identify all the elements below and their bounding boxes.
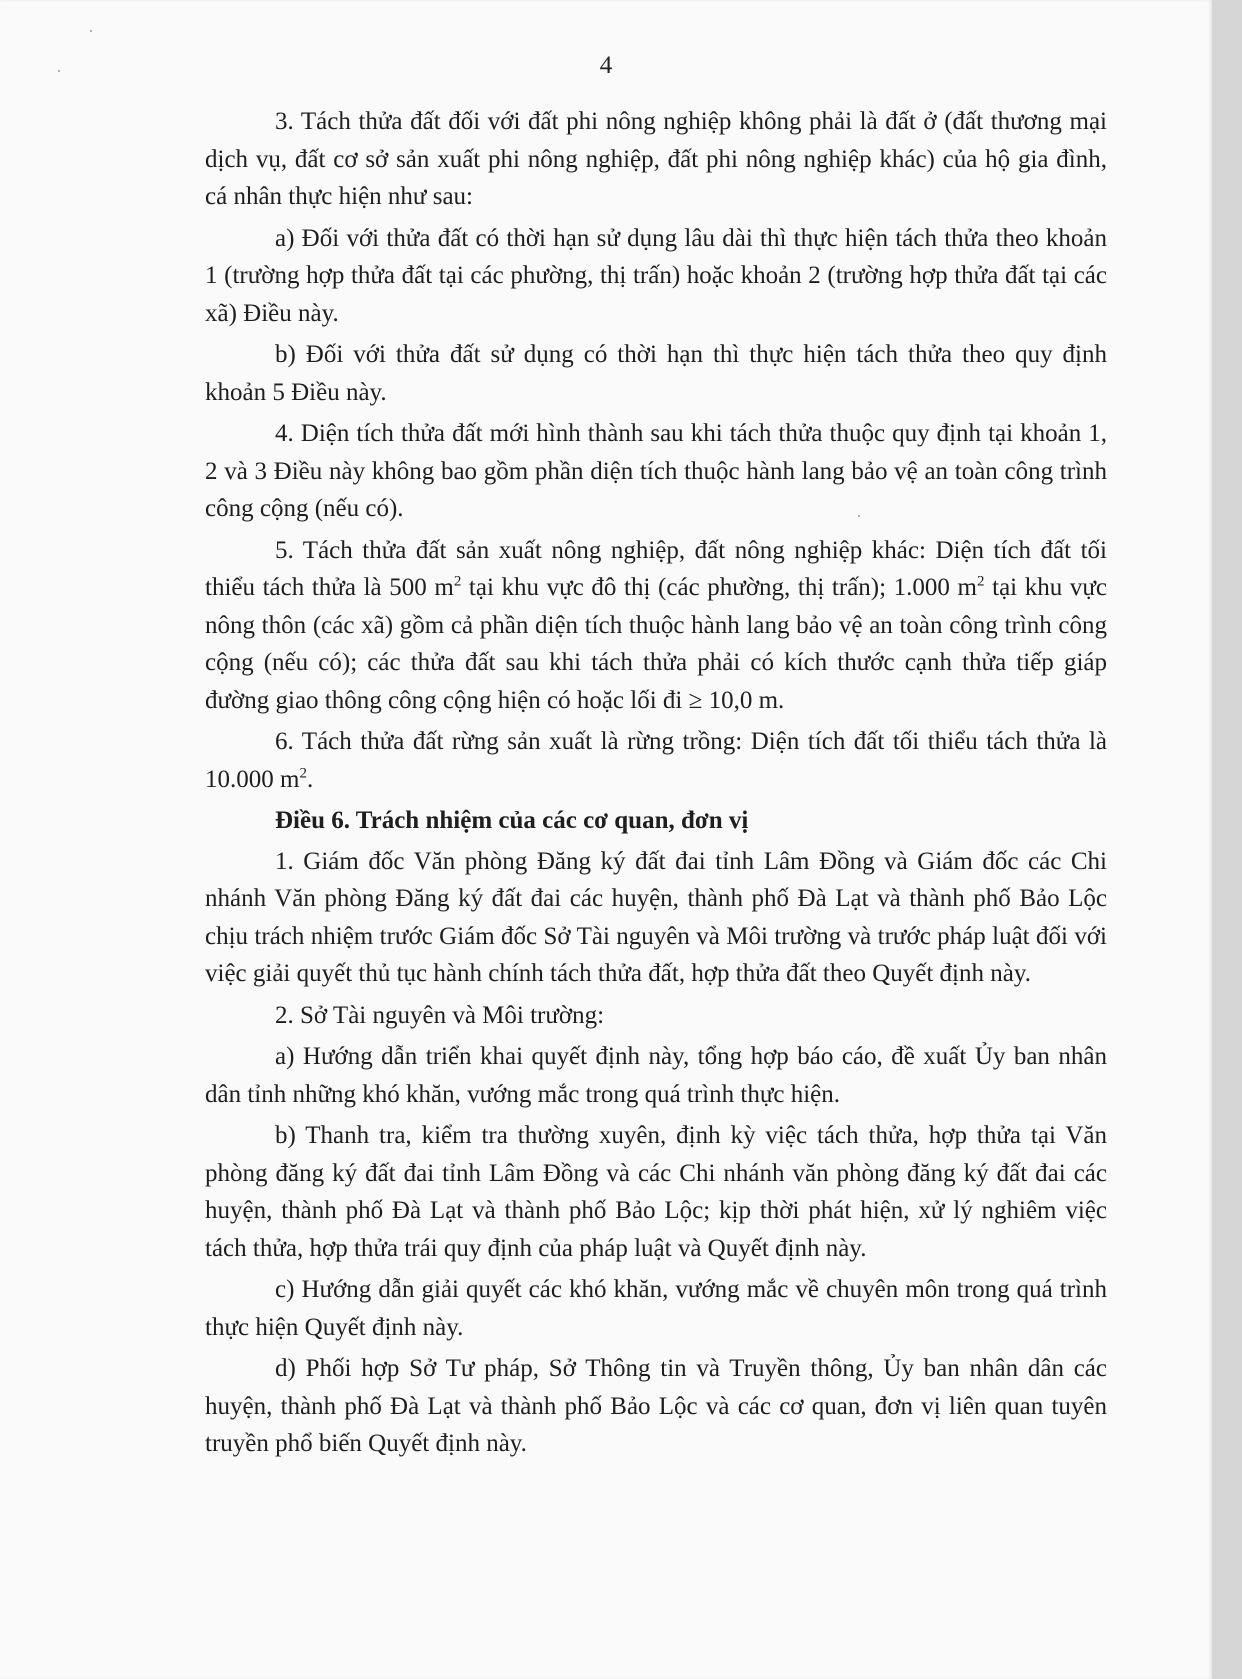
superscript-2: 2 (299, 765, 307, 782)
clause-6-text-2: . (306, 765, 314, 793)
superscript-2: 2 (977, 573, 985, 590)
superscript-2: 2 (453, 573, 462, 590)
clause-6-text-1: 6. Tách thửa đất rừng sản xuất là rừng trồng: Diện tích đất tối thiểu tách thửa là 10.000 m (205, 728, 1107, 793)
page-edge-shadow (1212, 0, 1242, 1679)
clause-5 (205, 532, 1107, 720)
clause-3b: b) Đối với thửa đất sử dụng có thời hạn thì thực hiện tách thửa theo quy định khoản 5 Điều này. (205, 341, 1107, 406)
article-6-clause-2a: a) Hướng dẫn triển khai quyết định này, tổng hợp báo cáo, đề xuất Ủy ban nhân dân tỉnh những khó khăn, vướng mắc trong quá trình thực hiện. (205, 1043, 1107, 1108)
scan-speck (90, 30, 92, 32)
clause-6 (205, 723, 1107, 798)
clause-5-text-1: 5. Tách thửa đất sản xuất nông nghiệp, đất nông nghiệp khác: Diện tích đất tối thiểu tách thửa là 500 m (205, 536, 1107, 601)
article-6-clause-2: 2. Sở Tài nguyên và Môi trường: (275, 1001, 605, 1029)
clause-3a: a) Đối với thửa đất có thời hạn sử dụng lâu dài thì thực hiện tách thửa theo khoản 1 (trường hợp thửa đất tại các phường, thị trấn) hoặc khoản 2 (trường hợp thửa đất tại các xã) Điều này. (205, 224, 1107, 327)
clause-5-text-2: tại khu vực đô thị (các phường, thị trấn); 1.000 m (461, 574, 977, 601)
article-6-title: Điều 6. Trách nhiệm của các cơ quan, đơn vị (275, 807, 749, 834)
clause-5-text-3: tại khu vực nông thôn (các xã) gồm cả phần diện tích thuộc hành lang bảo vệ an toàn công trình công cộng (nếu có); các thửa đất sau khi tách thửa phải có kích thước cạnh thửa tiếp giáp đường giao thông công cộng hiện có hoặc lối đi ≥ 10,0 m. (205, 574, 1107, 714)
article-6-clause-2b: b) Thanh tra, kiểm tra thường xuyên, định kỳ việc tách thửa, hợp thửa tại Văn phòng đăng ký đất đai tỉnh Lâm Đồng và các Chi nhánh văn phòng đăng ký đất đai các huyện, thành phố Đà Lạt và thành phố Bảo Lộc; kịp thời phát hiện, xử lý nghiêm việc tách thửa, hợp thửa trái quy định của pháp luật và Quyết định này. (205, 1122, 1107, 1262)
clause-4: 4. Diện tích thửa đất mới hình thành sau khi tách thửa thuộc quy định tại khoản 1, 2 và 3 Điều này không bao gồm phần diện tích thuộc hành lang bảo vệ an toàn công trình công cộng (nếu có). (205, 420, 1107, 522)
page-number: 4 (599, 52, 613, 79)
clause-3: 3. Tách thửa đất đối với đất phi nông nghiệp không phải là đất ở (đất thương mại dịch vụ, đất cơ sở sản xuất phi nông nghiệp, đất phi nông nghiệp khác) của hộ gia đình, cá nhân thực hiện như sau: (205, 108, 1107, 210)
article-6-clause-2c: c) Hướng dẫn giải quyết các khó khăn, vướng mắc về chuyên môn trong quá trình thực hiện Quyết định này. (205, 1276, 1107, 1341)
article-6-clause-1: 1. Giám đốc Văn phòng Đăng ký đất đai tỉnh Lâm Đồng và Giám đốc các Chi nhánh Văn phòng Đăng ký đất đai các huyện, thành phố Đà Lạt và thành phố Bảo Lộc chịu trách nhiệm trước Giám đốc Sở Tài nguyên và Môi trường và trước pháp luật đối với việc giải quyết thủ tục hành chính tách thửa đất, hợp thửa đất theo Quyết định này. (205, 847, 1107, 987)
document-body (205, 103, 1107, 1467)
article-6-clause-2d: d) Phối hợp Sở Tư pháp, Sở Thông tin và Truyền thông, Ủy ban nhân dân các huyện, thành phố Đà Lạt và thành phố Bảo Lộc và các cơ quan, đơn vị liên quan tuyên truyền phổ biến Quyết định này. (205, 1355, 1107, 1457)
